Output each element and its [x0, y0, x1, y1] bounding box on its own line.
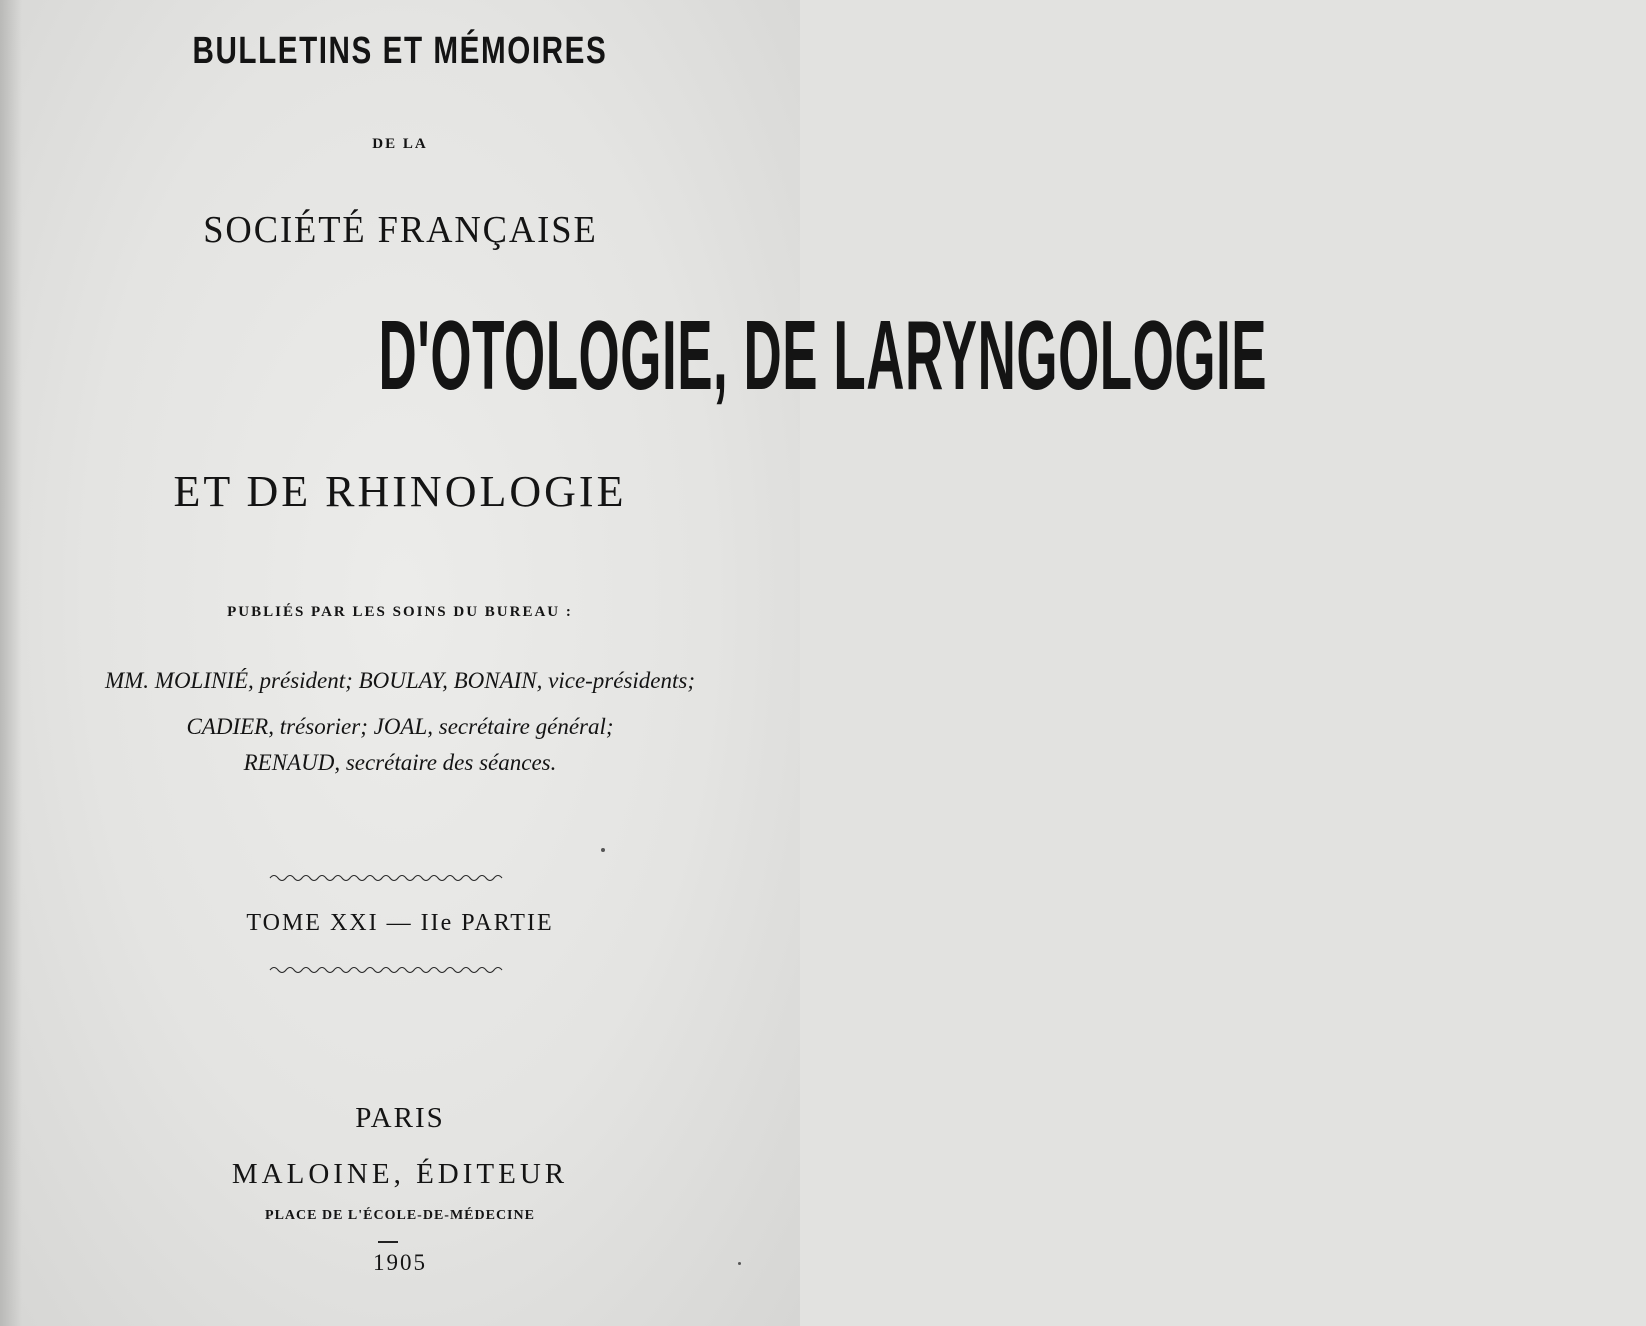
short-rule: [378, 1241, 398, 1243]
wavy-rule-bottom-icon: [268, 963, 504, 977]
title-line-4-text: D'OTOLOGIE, DE LARYNGOLOGIE: [378, 300, 1268, 410]
publisher-line: MALOINE, ÉDITEUR: [231, 1158, 569, 1190]
officers-line-1: MM. MOLINIÉ, président; BOULAY, BONAIN, vice-présidents;: [104, 668, 696, 693]
title-otologie-laryngologie: [0, 300, 1268, 410]
paper-speck: [738, 1262, 741, 1265]
title-bulletins-memoires: [0, 30, 800, 73]
title-line-3-text: SOCIÉTÉ FRANÇAISE: [202, 209, 598, 251]
paper-speck: [601, 848, 605, 852]
published-by-line: PUBLIÉS PAR LES SOINS DU BUREAU :: [227, 604, 573, 620]
officers-line-3: RENAUD, secrétaire des séances.: [243, 750, 557, 775]
title-line-1-text: BULLETINS ET MÉMOIRES: [192, 30, 608, 72]
volume-line: TOME XXI — IIe PARTIE: [246, 910, 554, 936]
address-line: PLACE DE L'ÉCOLE-DE-MÉDECINE: [265, 1208, 535, 1223]
city-line: PARIS: [355, 1102, 445, 1134]
officers-line-2: CADIER, trésorier; JOAL, secrétaire général;: [186, 714, 614, 739]
title-societe-francaise: [0, 208, 800, 252]
title-de-la: DE LA: [372, 136, 428, 152]
wavy-rule-top-icon: [268, 871, 504, 885]
year-line: 1905: [373, 1250, 427, 1275]
title-rhinologie: ET DE RHINOLOGIE: [173, 467, 627, 516]
